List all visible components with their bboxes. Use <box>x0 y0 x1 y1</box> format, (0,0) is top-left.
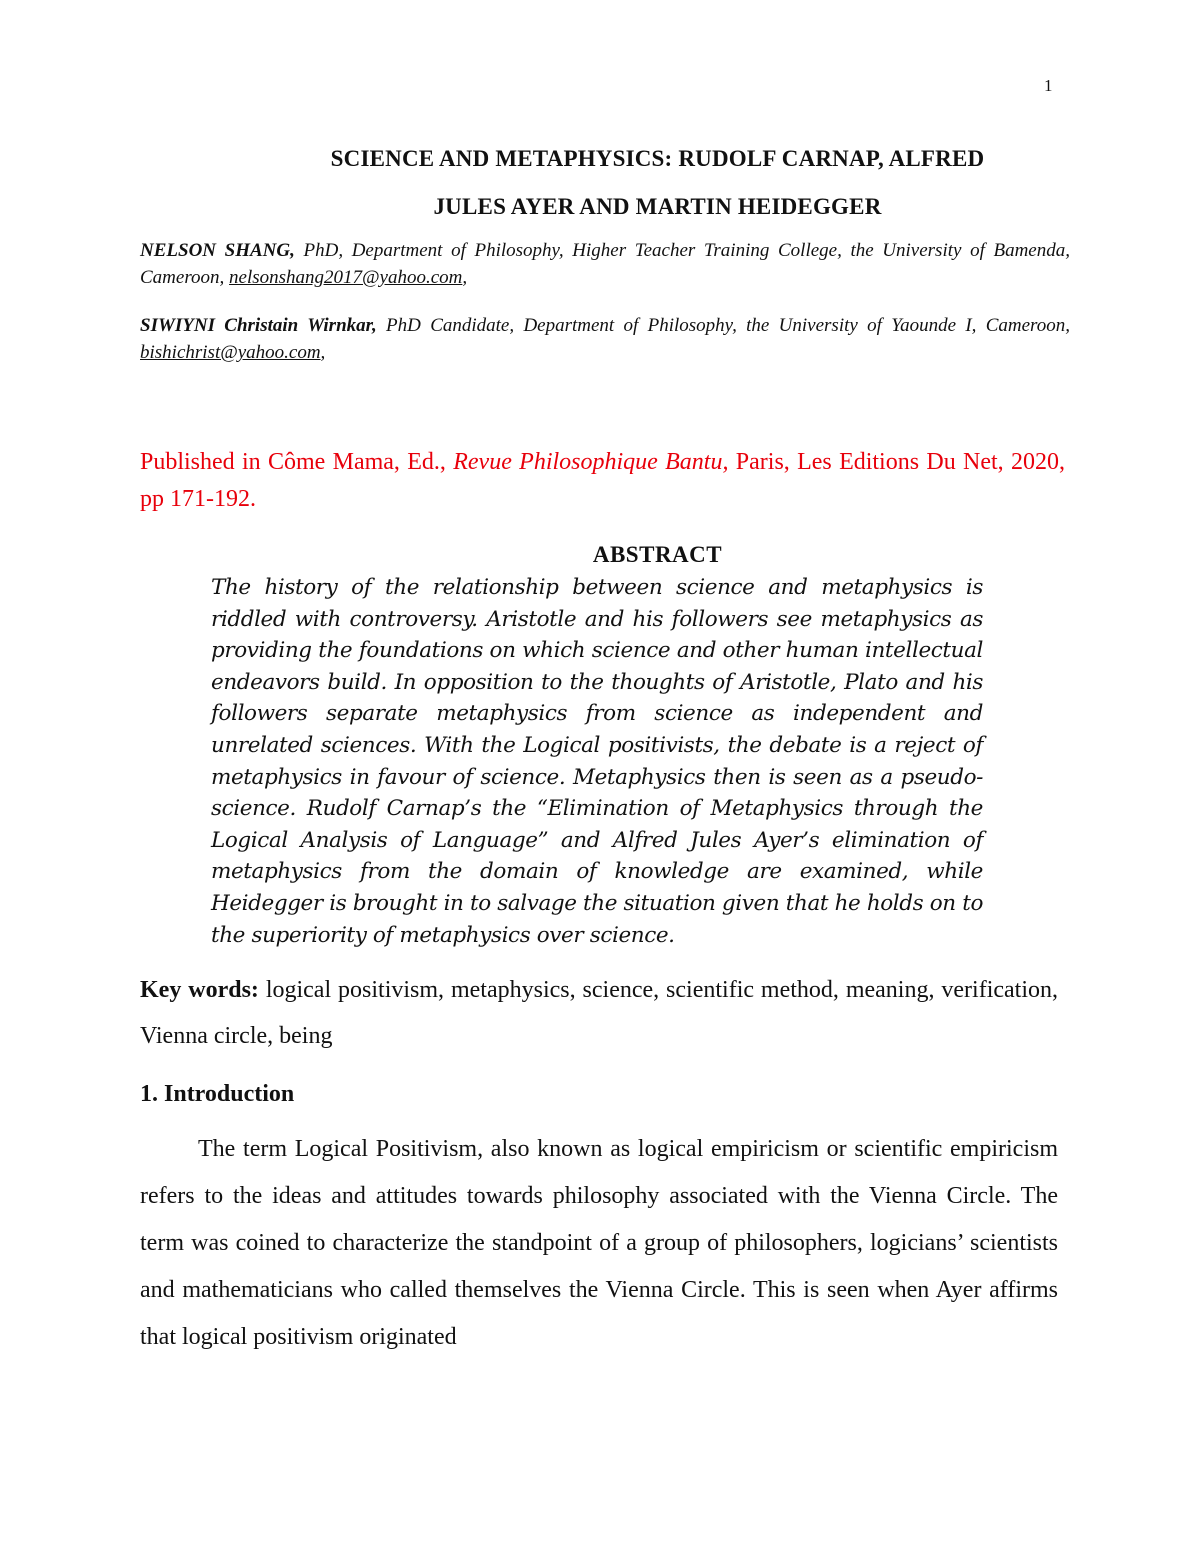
abstract-heading: ABSTRACT <box>592 542 723 567</box>
abstract-text: The history of the relationship between science and metaphysics is riddled with controversy. Aristotle and his followers see metaphysics as providing the foundations on which science and other human intellectual endeavors build. In opposition to the thoughts of Aristotle, Plato and his followers separate metaphysics from science as independent and unrelated sciences. With the Logical positivists, the debate is a reject of metaphysics in favour of science. Metaphysics then is seen as a pseudo-science. Rudolf Carnap’s the “Elimination of Metaphysics through the Logical Analysis of Language” and Alfred Jules Ayer’s elimination of metaphysics from the domain of knowledge are examined, while Heidegger is brought in to salvage the situation given that he holds on to the superiority of metaphysics over science. <box>211 575 983 948</box>
author-email-link[interactable]: bishichrist@yahoo.com <box>140 342 321 363</box>
paper-title-line-2: JULES AYER AND MARTIN HEIDEGGER <box>433 194 882 219</box>
author-trailing-comma: , <box>462 267 468 288</box>
keywords <box>140 967 1058 1059</box>
author-entry-1 <box>140 237 1070 291</box>
keywords-label: Key words: <box>140 977 259 1003</box>
section-heading-introduction: 1. Introduction <box>140 1081 295 1107</box>
publication-note <box>140 444 1065 518</box>
author-affiliation: PhD, Department of Philosophy, Higher Teacher Training College, the University of Bamenda, Cameroon, <box>140 240 1070 288</box>
publication-prefix: Published in Côme Mama, Ed., <box>140 449 454 475</box>
author-name: SIWIYNI Christain Wirnkar, <box>140 315 377 336</box>
author-email-link[interactable]: nelsonshang2017@yahoo.com <box>229 267 463 288</box>
keywords-list: logical positivism, metaphysics, science, scientific method, meaning, verification, Vienna circle, being <box>140 977 1059 1049</box>
publication-suffix: Paris, Les Editions Du Net, 2020, pp 171-192. <box>140 449 1065 512</box>
author-entry-2 <box>140 312 1070 366</box>
author-name: NELSON SHANG, <box>140 240 295 261</box>
page-number: 1 <box>1044 76 1053 95</box>
publication-journal: Revue Philosophique Bantu, <box>453 449 729 475</box>
author-affiliation: PhD Candidate, Department of Philosophy, the University of Yaounde I, Cameroon, <box>376 315 1070 336</box>
paper-title-line-1: SCIENCE AND METAPHYSICS: RUDOLF CARNAP, ALFRED <box>330 146 985 171</box>
author-trailing-comma: , <box>320 342 326 363</box>
introduction-paragraph: The term Logical Positivism, also known as logical empiricism or scientific empiricism refers to the ideas and attitudes towards philosophy associated with the Vienna Circle. The term was coined to characterize the standpoint of a group of philosophers, logicians’ scientists and mathematicians who called themselves the Vienna Circle. This is seen when Ayer affirms that logical positivism originated <box>140 1136 1058 1350</box>
